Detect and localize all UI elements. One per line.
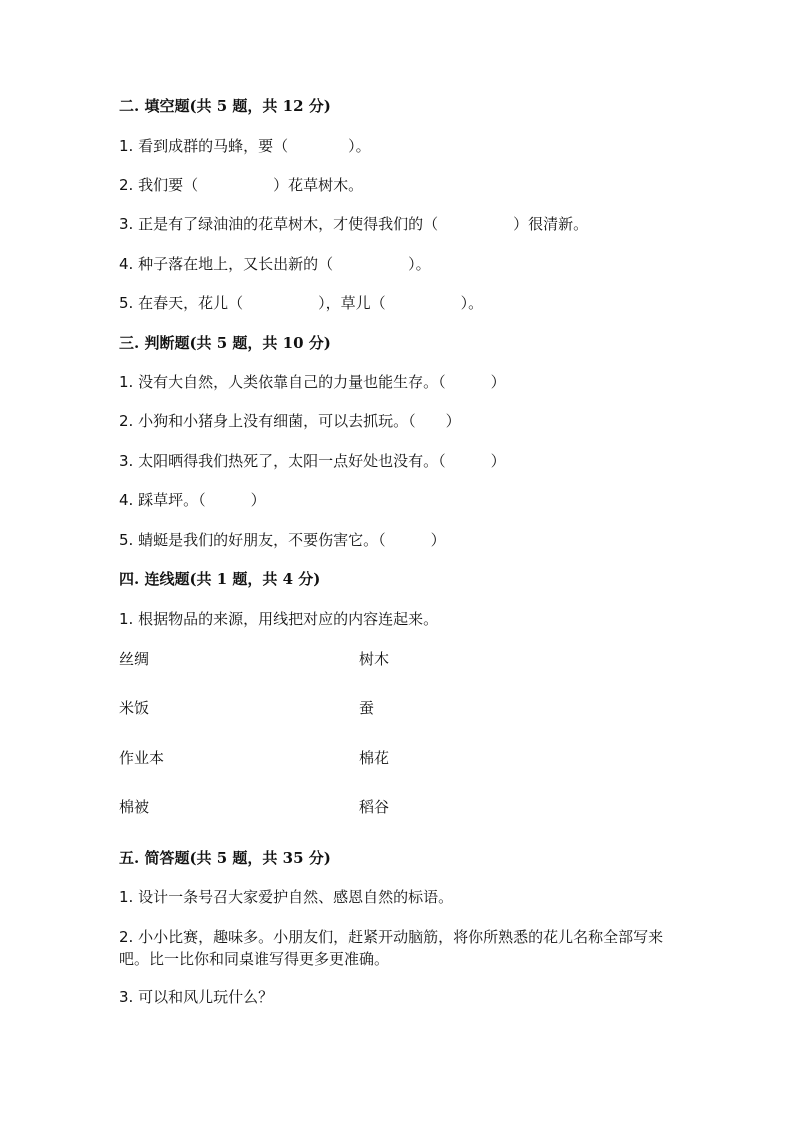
- true-false-question-5: 5. 蜻蜓是我们的好朋友，不要伤害它。（ ）: [119, 531, 446, 549]
- matching-left-item: 丝绸: [119, 650, 150, 668]
- short-answer-question-2: 2. 小小比赛，趣味多。小朋友们，赶紧开动脑筋，将你所熟悉的花儿名称全部写来吧。比一比你和同桌谁写得更多更准确。: [119, 928, 664, 968]
- matching-right-item: 蚕: [359, 699, 375, 717]
- section-heading-fill-blank: 二. 填空题(共 5 题，共 12 分): [119, 97, 331, 115]
- matching-right-item: 棉花: [359, 749, 390, 767]
- fill-blank-question-3: 3. 正是有了绿油油的花草树木，才使得我们的（ ）很清新。: [119, 215, 589, 233]
- matching-prompt: 1. 根据物品的来源，用线把对应的内容连起来。: [119, 610, 439, 628]
- fill-blank-question-2: 2. 我们要（ ）花草树木。: [119, 176, 364, 194]
- short-answer-question-1: 1. 设计一条号召大家爱护自然、感恩自然的标语。: [119, 888, 454, 906]
- matching-right-item: 树木: [359, 650, 390, 668]
- matching-left-item: 作业本: [119, 749, 165, 767]
- true-false-question-1: 1. 没有大自然，人类依靠自己的力量也能生存。（ ）: [119, 373, 506, 391]
- section-heading-true-false: 三. 判断题(共 5 题，共 10 分): [119, 334, 331, 352]
- short-answer-question-3: 3. 可以和风儿玩什么？: [119, 988, 274, 1006]
- true-false-question-4: 4. 踩草坪。（ ）: [119, 491, 266, 509]
- fill-blank-question-5: 5. 在春天，花儿（ ），草儿（ ）。: [119, 294, 484, 312]
- fill-blank-question-1: 1. 看到成群的马蜂，要（ ）。: [119, 137, 371, 155]
- true-false-question-2: 2. 小狗和小猪身上没有细菌，可以去抓玩。（ ）: [119, 412, 461, 430]
- section-heading-short-answer: 五. 简答题(共 5 题，共 35 分): [119, 849, 331, 867]
- matching-right-item: 稻谷: [359, 798, 390, 816]
- true-false-question-3: 3. 太阳晒得我们热死了，太阳一点好处也没有。（ ）: [119, 452, 506, 470]
- section-heading-matching: 四. 连线题(共 1 题，共 4 分): [119, 570, 321, 588]
- matching-left-item: 棉被: [119, 798, 150, 816]
- matching-left-item: 米饭: [119, 699, 150, 717]
- fill-blank-question-4: 4. 种子落在地上，又长出新的（ ）。: [119, 255, 431, 273]
